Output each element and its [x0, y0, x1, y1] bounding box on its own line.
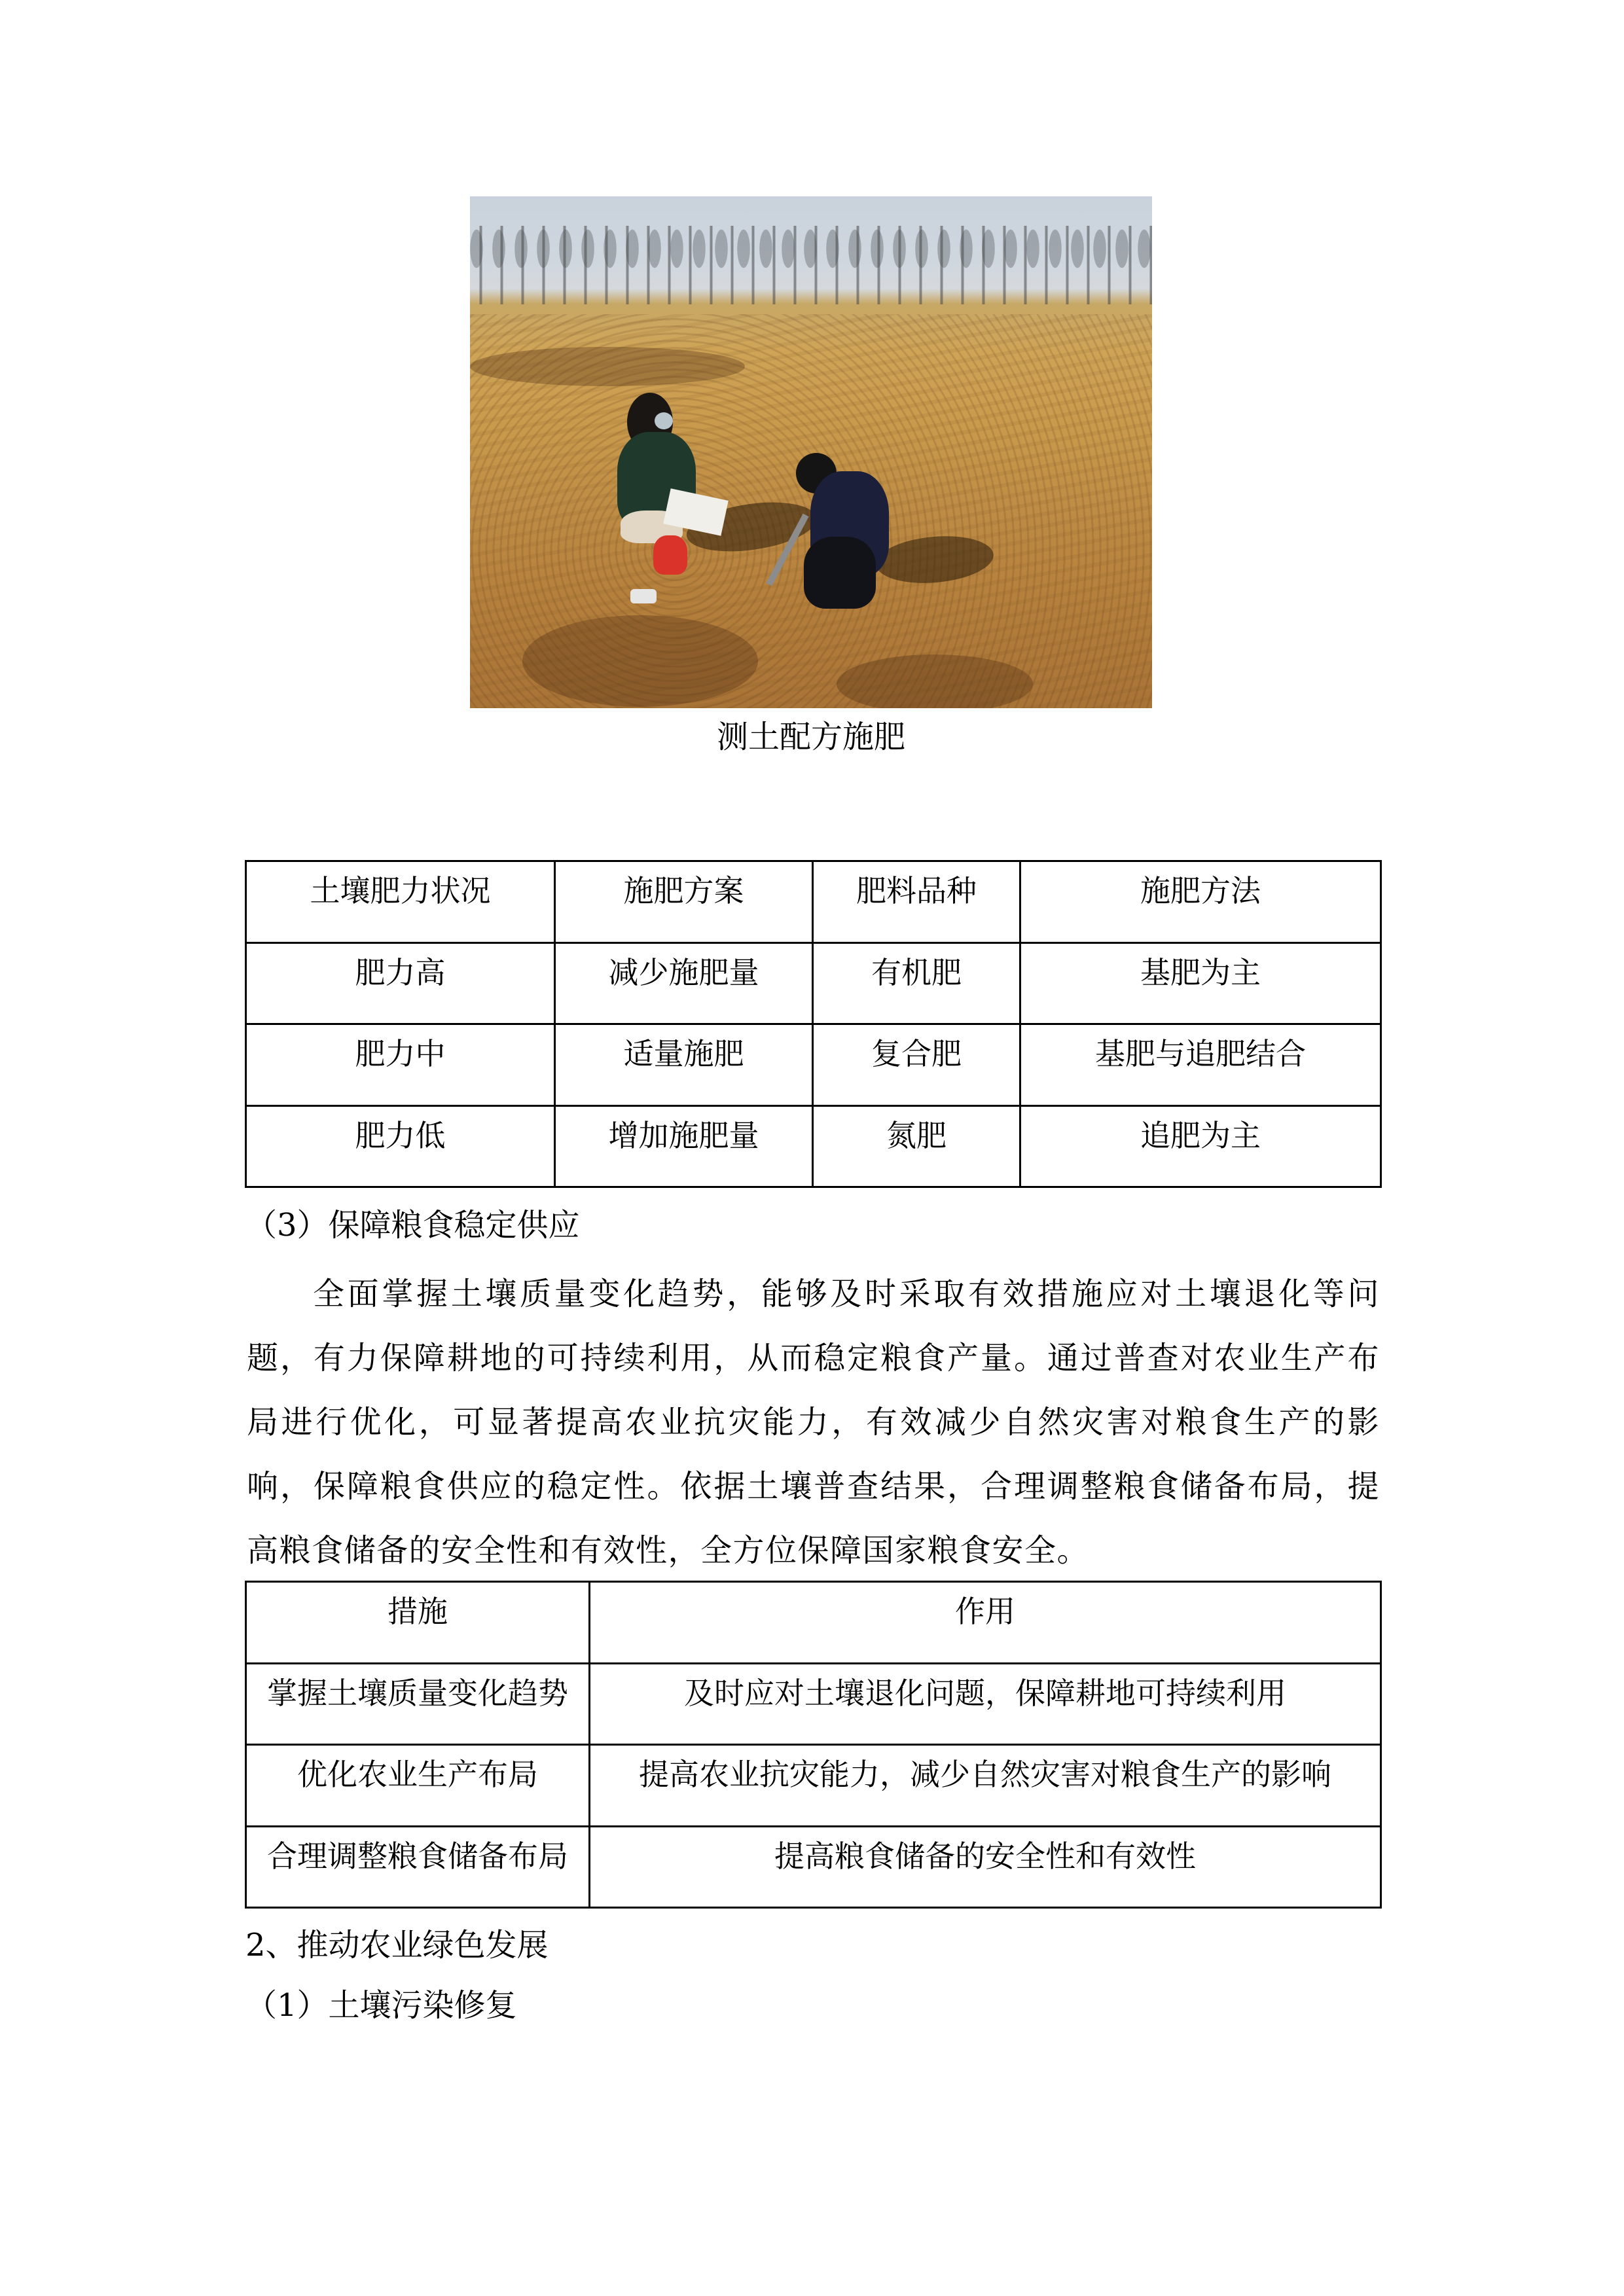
table-cell: 基肥与追肥结合	[1020, 1024, 1381, 1106]
table-cell: 掌握土壤质量变化趋势	[246, 1663, 590, 1745]
table-header-row	[246, 1582, 1381, 1664]
table-cell: 肥力高	[246, 942, 555, 1024]
subsection-heading: （1）土壤污染修复	[245, 1987, 517, 2024]
body-paragraph: 全面掌握土壤质量变化趋势，能够及时采取有效措施应对土壤退化等问题，有力保障耕地的可持续利用，从而稳定粮食产量。通过普查对农业生产布局进行优化，可显著提高农业抗灾能力，有效减少自然灾害对粮食生产的影响，保障粮食供应的稳定性。依据土壤普查结果，合理调整粮食储备布局，提高粮食储备的安全性和有效性，全方位保障国家粮食安全。	[247, 1276, 1380, 1569]
fertilization-table	[245, 860, 1382, 1188]
header-cell: 措施	[246, 1582, 590, 1664]
table-cell: 优化农业生产布局	[246, 1745, 590, 1827]
field-dark-patch	[837, 655, 1033, 708]
header-cell: 作用	[590, 1582, 1381, 1664]
red-sample-bag	[653, 535, 687, 575]
table-cell: 适量施肥	[555, 1024, 813, 1106]
table-row	[246, 1105, 1381, 1187]
sample-bag	[630, 589, 657, 603]
tree-row	[470, 226, 1152, 304]
table-row	[246, 1826, 1381, 1908]
header-cell: 肥料品种	[813, 861, 1020, 943]
table-cell: 减少施肥量	[555, 942, 813, 1024]
field-dark-patch	[470, 347, 745, 386]
table-cell: 提高粮食储备的安全性和有效性	[590, 1826, 1381, 1908]
table-row	[246, 942, 1381, 1024]
field-dark-patch	[522, 615, 758, 707]
table-cell: 追肥为主	[1020, 1105, 1381, 1187]
table-cell: 复合肥	[813, 1024, 1020, 1106]
table-row	[246, 1745, 1381, 1827]
soil-testing-photo	[470, 196, 1152, 708]
header-cell: 施肥方案	[555, 861, 813, 943]
man-trousers	[804, 537, 876, 609]
face-mask	[655, 412, 673, 429]
table-cell: 提高农业抗灾能力，减少自然灾害对粮食生产的影响	[590, 1745, 1381, 1827]
table-cell: 基肥为主	[1020, 942, 1381, 1024]
header-cell: 施肥方法	[1020, 861, 1381, 943]
table-cell: 及时应对土壤退化问题，保障耕地可持续利用	[590, 1663, 1381, 1745]
table-cell: 肥力低	[246, 1105, 555, 1187]
table-cell: 增加施肥量	[555, 1105, 813, 1187]
table-header-row	[246, 861, 1381, 943]
header-cell: 土壤肥力状况	[246, 861, 555, 943]
table-row	[246, 1663, 1381, 1745]
section-heading: （3）保障粮食稳定供应	[245, 1207, 580, 1244]
table-cell: 合理调整粮食储备布局	[246, 1826, 590, 1908]
measures-table	[245, 1581, 1382, 1909]
figure-caption: 测土配方施肥	[716, 719, 905, 755]
table-cell: 肥力中	[246, 1024, 555, 1106]
table-row	[246, 1024, 1381, 1106]
section-heading: 2、推动农业绿色发展	[245, 1927, 549, 1964]
table-cell: 氮肥	[813, 1105, 1020, 1187]
table-cell: 有机肥	[813, 942, 1020, 1024]
